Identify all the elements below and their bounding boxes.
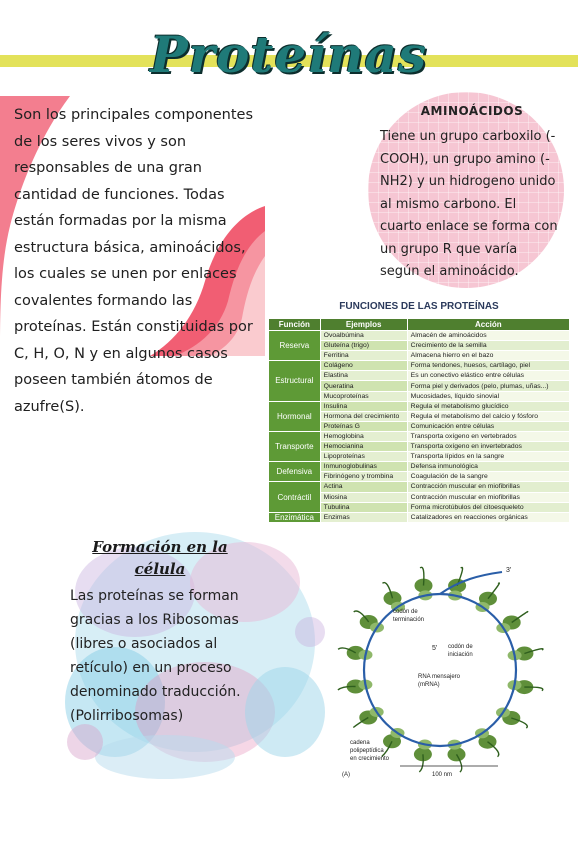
table-header-row (269, 319, 570, 331)
intro-paragraph: Son los principales componentes de los seres vivos y son responsables de una gran cantidad de funciones. Todas están formadas por la misma estructura básica, aminoácidos, los cuales se unen por enlaces covalentes formando las proteínas. Están constituidas por C, H, O, N y en algunos casos poseen también átomos de azufre(S). (14, 107, 254, 415)
action-cell: Regula el metabolismo del calcio y fósforo (407, 411, 569, 421)
label-3prime: 3' (506, 567, 512, 574)
function-cell: Enzimática (269, 512, 321, 522)
action-cell: Almacén de aminoácidos (407, 331, 569, 341)
label-chain-2: polipeptídica (350, 748, 384, 754)
label-termination-1: codón de (393, 609, 418, 615)
label-termination-2: terminación (393, 617, 425, 623)
example-cell: Mucoproteínas (320, 391, 407, 401)
action-cell: Forma piel y derivados (pelo, plumas, uñas...) (407, 381, 569, 391)
function-cell: Transporte (269, 431, 321, 461)
example-cell: Proteínas G (320, 421, 407, 431)
table-body (269, 331, 570, 523)
action-cell: Defensa inmunológica (407, 462, 569, 472)
action-cell: Transporta oxígeno en vertebrados (407, 431, 569, 441)
action-cell: Forma tendones, huesos, cartílago, piel (407, 361, 569, 371)
table-row (269, 401, 570, 411)
table-row (269, 462, 570, 472)
action-cell: Contracción muscular en miofibrillas (407, 492, 569, 502)
page-title: Proteínas (150, 25, 428, 84)
action-cell: Contracción muscular en miofibrillas (407, 482, 569, 492)
example-cell: Ferritina (320, 351, 407, 361)
table-row (269, 482, 570, 492)
example-cell: Fibrinógeno y trombina (320, 472, 407, 482)
example-cell: Colágeno (320, 361, 407, 371)
table-row (269, 331, 570, 341)
example-cell: Lipoproteínas (320, 452, 407, 462)
action-cell: Mucosidades, líquido sinovial (407, 391, 569, 401)
example-cell: Insulina (320, 401, 407, 411)
example-cell: Ovoalbúmina (320, 331, 407, 341)
action-cell: Crecimiento de la semilla (407, 341, 569, 351)
table-row (269, 361, 570, 371)
function-cell: Defensiva (269, 462, 321, 482)
example-cell: Inmunoglobulinas (320, 462, 407, 472)
example-cell: Miosina (320, 492, 407, 502)
aminoacid-text: Tiene un grupo carboxilo (-COOH), un grupo amino (-NH2) y un hidrogeno unido al mismo carbono. El cuarto enlace se forma con un grupo R que varía según el aminoácido. (380, 129, 558, 279)
function-cell: Reserva (269, 331, 321, 361)
table-row (269, 431, 570, 441)
action-cell: Almacena hierro en el bazo (407, 351, 569, 361)
function-cell: Hormonal (269, 401, 321, 431)
action-cell: Forma microtúbulos del citoesqueleto (407, 502, 569, 512)
label-mrna-1: RNA mensajero (418, 674, 461, 680)
header-funcion: Función (269, 319, 321, 331)
label-panel: (A) (342, 772, 350, 778)
cell-formation-text: Las proteínas se forman gracias a los Ribosomas (libres o asociados al retículo) en un proceso denominado traducción. (Polirribosomas) (70, 588, 241, 724)
action-cell: Es un conectivo elástico entre células (407, 371, 569, 381)
header-ejemplos: Ejemplos (320, 319, 407, 331)
example-cell: Elastina (320, 371, 407, 381)
action-cell: Catalizadores en reacciones orgánicas (407, 512, 569, 522)
header-accion: Acción (407, 319, 569, 331)
example-cell: Hormona del crecimiento (320, 411, 407, 421)
example-cell: Hemocianina (320, 442, 407, 452)
action-cell: Comunicación entre células (407, 421, 569, 431)
action-cell: Regula el metabolismo glucídico (407, 401, 569, 411)
label-5prime: 5' (432, 645, 438, 652)
example-cell: Tubulina (320, 502, 407, 512)
example-cell: Actina (320, 482, 407, 492)
example-cell: Hemoglobina (320, 431, 407, 441)
label-initiation-2: iniciación (448, 652, 473, 658)
label-initiation-1: codón de (448, 644, 473, 650)
label-scale: 100 nm (432, 772, 453, 778)
function-cell: Contráctil (269, 482, 321, 512)
example-cell: Queratina (320, 381, 407, 391)
action-cell: Transporta oxígeno en invertebrados (407, 442, 569, 452)
polyribosome-diagram (320, 560, 570, 784)
table-title: FUNCIONES DE LAS PROTEÍNAS (339, 301, 499, 312)
label-chain-3: en crecimiento (350, 756, 390, 762)
mrna-strand (364, 594, 516, 746)
label-mrna-2: (mRNA) (418, 682, 440, 688)
example-cell: Enzimas (320, 512, 407, 522)
action-cell: Transporta lípidos en la sangre (407, 452, 569, 462)
function-cell: Estructural (269, 361, 321, 401)
functions-table (268, 318, 570, 523)
label-chain-1: cadena (350, 740, 370, 746)
action-cell: Coagulación de la sangre (407, 472, 569, 482)
cell-formation-title: Formación en la célula (92, 538, 228, 578)
aminoacid-title: AMINOÁCIDOS (420, 104, 524, 118)
example-cell: Gluteína (trigo) (320, 341, 407, 351)
